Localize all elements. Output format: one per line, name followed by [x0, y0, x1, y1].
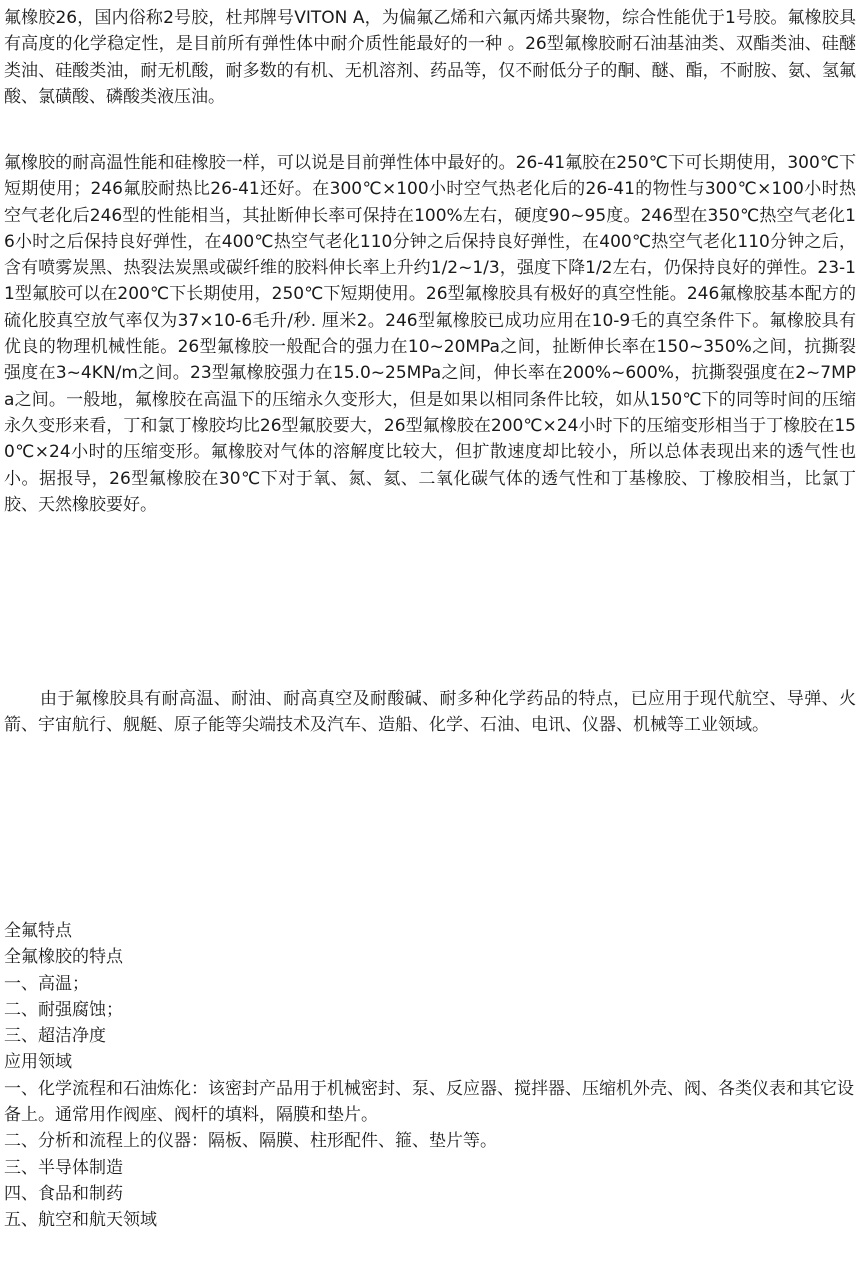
- list-item-heading-application-fields: 应用领域: [4, 1052, 72, 1073]
- list-item-high-temp: 一、高温；: [4, 973, 89, 994]
- list-item-instruments: 二、分析和流程上的仪器：隔板、隔膜、柱形配件、箍、垫片等。: [4, 1131, 497, 1152]
- paragraph-heat-resistance: 氟橡胶的耐高温性能和硅橡胶一样，可以说是目前弹性体中最好的。26-41氟胶在250℃下可长期使用，300℃下短期使用；246氟胶耐热比26-41还好。在300℃×100小时空气热老化后的26-41的物性与300℃×100小时热空气老化后246型的性能相当，其扯断伸长率可保持在100%左右，硬度90~95度。246型在350℃热空气老化16小时之后保持良好弹性，在400℃热空气老化110分钟之后保持良好弹性，在400℃热空气老化110分钟之后，含有喷雾炭黑、热裂法炭黑或碳纤维的胶料伸长率上升约1/2~1/3，强度下降1/2左右，仍保持良好的弹性。23-11型氟胶可以在200℃下长期使用，250℃下短期使用。26型氟橡胶具有极好的真空性能。246氟橡胶基本配方的硫化胶真空放气率仅为37×10-6毛升/秒. 厘米2。246型氟橡胶已成功应用在10-9乇的真空条件下。氟橡胶具有优良的物理机械性能。26型氟橡胶一般配合的强力在10~20MPa之间，扯断伸长率在150~350%之间，抗撕裂强度在3~4KN/m之间。23型氟橡胶强力在15.0~25MPa之间，伸长率在200%~600%，抗撕裂强度在2~7MPa之间。一般地，氟橡胶在高温下的压缩永久变形大，但是如果以相同条件比较，如从150℃下的同等时间的压缩永久变形来看，丁和氯丁橡胶均比26型氟胶要大，26型氟橡胶在200℃×24小时下的压缩变形相当于丁橡胶在150℃×24小时的压缩变形。氟橡胶对气体的溶解度比较大，但扩散速度却比较小，所以总体表现出来的透气性也小。据报导，26型氟橡胶在30℃下对于氧、氮、氦、二氧化碳气体的透气性和丁基橡胶、丁橡胶相当，比氯丁胶、天然橡胶要好。: [4, 153, 856, 515]
- list-item-aerospace: 五、航空和航天领域: [4, 1210, 157, 1231]
- paragraph-applications: 由于氟橡胶具有耐高温、耐油、耐高真空及耐酸碱、耐多种化学药品的特点，已应用于现代航空、导弹、火箭、宇宙航行、舰艇、原子能等尖端技术及汽车、造船、化学、石油、电讯、仪器、机械等工业领域。: [4, 689, 856, 736]
- paragraph-viton-a-intro: 氟橡胶26，国内俗称2号胶，杜邦牌号VITON A，为偏氟乙烯和六氟丙烯共聚物，综合性能优于1号胶。氟橡胶具有高度的化学稳定性，是目前所有弹性体中耐介质性能最好的一种 。26型氟橡胶耐石油基油类、双酯类油、硅醚类油、硅酸类油，耐无机酸，耐多数的有机、无机溶剂、药品等，仅不耐低分子的酮、醚、酯，不耐胺、氨、氢氟酸、氯磺酸、磷酸类液压油。: [4, 8, 856, 107]
- perfluoro-features-list: [4, 918, 856, 1234]
- list-item-corrosion: 二、耐强腐蚀；: [4, 999, 123, 1020]
- list-item-food-pharma: 四、食品和制药: [4, 1183, 123, 1204]
- list-item-cleanliness: 三、超洁净度: [4, 1026, 106, 1047]
- list-item-heading-perfluoro-features: 全氟橡胶的特点: [4, 947, 123, 968]
- list-item-chemical-petroleum: 一、化学流程和石油炼化：该密封产品用于机械密封、泵、反应器、搅拌器、压缩机外壳、阀、各类仪表和其它设备上。通常用作阀座、阀杆的填料，隔膜和垫片。: [4, 1078, 854, 1126]
- list-item-heading-perfluoro: 全氟特点: [4, 921, 72, 941]
- list-item-semiconductor: 三、半导体制造: [4, 1157, 123, 1178]
